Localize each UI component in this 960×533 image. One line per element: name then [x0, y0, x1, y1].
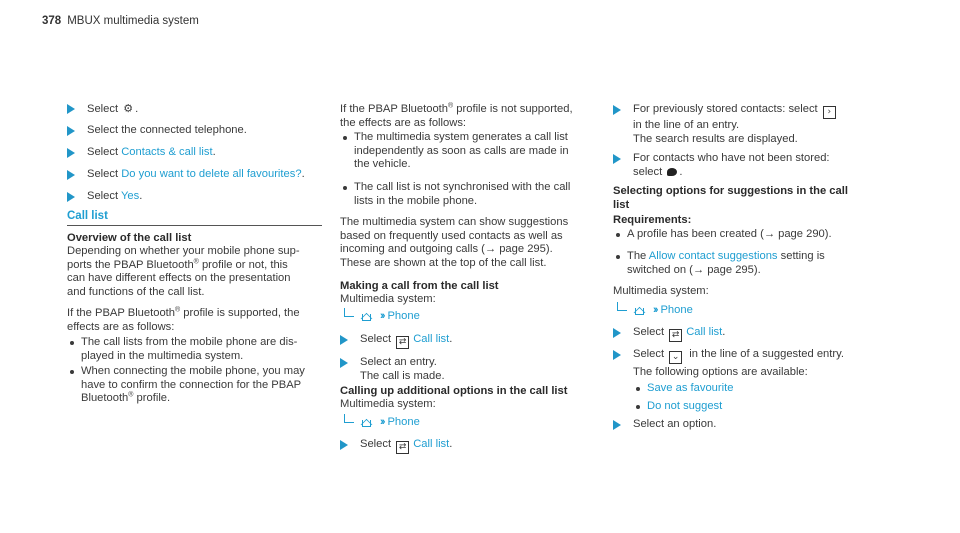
menu-item-phone[interactable]: Phone — [387, 416, 420, 428]
step-stored-contacts: For previously stored contacts: select › in the line of an entry. The search results are displayed. — [613, 103, 840, 146]
home-icon[interactable] — [360, 415, 372, 426]
additional-options-heading: Calling up additional options in the call list — [340, 385, 568, 397]
bullet-icon — [70, 370, 74, 374]
options-intro: The following options are available: — [633, 366, 808, 378]
menu-item-phone[interactable]: Phone — [387, 310, 420, 322]
supported-text: If the PBAP Bluetooth® profile is supported, the effects are as follows: — [67, 306, 300, 333]
page-title: MBUX multimedia system — [67, 15, 199, 27]
overview-text: Depending on whether your mobile phone sup- ports the PBAP Bluetooth® profile or not, this can have different effects on the presentation and functions of the call list. — [67, 245, 300, 298]
page-number: 378 — [42, 15, 62, 27]
step-select-entry: Select an entry. The call is made. — [340, 356, 445, 383]
step-arrow-icon — [67, 126, 75, 136]
menu-path — [344, 308, 420, 324]
list-item: The Allow contact suggestions setting is switched on (→ page 295). — [613, 250, 825, 277]
step-select-option: Select an option. — [613, 418, 716, 432]
step-arrow-icon — [340, 358, 348, 368]
step-arrow-icon — [67, 192, 75, 202]
menu-item-contacts-call-list[interactable]: Contacts & call list — [121, 146, 213, 158]
menu-item-delete-favourites[interactable]: Do you want to delete all favourites? — [121, 168, 302, 180]
option-do-not-suggest[interactable]: Do not suggest — [647, 400, 723, 412]
chevron-right-icon: ›› — [380, 310, 384, 322]
path-arrow-icon — [617, 302, 627, 311]
bullet-icon — [636, 405, 640, 409]
call-list-icon: ⇄ — [396, 336, 409, 349]
multimedia-label-2: Multimedia system: — [340, 398, 436, 410]
step-arrow-icon — [67, 170, 75, 180]
path-arrow-icon — [344, 308, 354, 317]
section-title-call-list: Call list — [67, 210, 108, 222]
list-item — [633, 400, 722, 414]
list-item: The call list is not synchronised with the call lists in the mobile phone. — [340, 181, 570, 208]
option-save-as-favourite[interactable]: Save as favourite — [647, 382, 734, 394]
menu-item-call-list[interactable]: Call list — [413, 438, 450, 450]
home-icon[interactable] — [633, 303, 645, 314]
multimedia-label-3: Multimedia system: — [613, 285, 709, 297]
home-icon[interactable] — [360, 309, 372, 320]
step-arrow-icon — [613, 328, 621, 338]
step-unstored-contacts: For contacts who have not been stored: select . — [613, 152, 830, 179]
call-list-icon: ⇄ — [396, 441, 409, 454]
setting-allow-contact-suggestions[interactable]: Allow contact suggestions — [648, 250, 778, 262]
bullet-icon — [343, 186, 347, 190]
step-select-telephone: Select the connected telephone. — [67, 124, 247, 138]
multimedia-label: Multimedia system: — [340, 293, 436, 305]
bullet-icon — [343, 136, 347, 140]
step-arrow-icon — [67, 104, 75, 114]
menu-item-call-list[interactable]: Call list — [686, 326, 723, 338]
list-item: A profile has been created (→ page 290). — [613, 228, 832, 242]
step-select-call-list-3: Select ⇄ Call list. — [613, 326, 725, 342]
step-arrow-icon — [613, 350, 621, 360]
menu-path-2 — [344, 414, 420, 430]
path-arrow-icon — [344, 414, 354, 423]
list-item: The call lists from the mobile phone are dis- played in the multimedia system. — [67, 336, 297, 363]
step-select-yes: Select Yes. — [67, 190, 142, 204]
bullet-icon — [636, 387, 640, 391]
list-item: The multimedia system generates a call list independently as soon as calls are made in the vehicle. — [340, 131, 569, 172]
step-arrow-icon — [340, 440, 348, 450]
menu-item-call-list[interactable]: Call list — [413, 333, 450, 345]
chevron-right-icon: ›› — [380, 416, 384, 428]
bullet-icon — [616, 255, 620, 259]
chevron-right-icon: ›› — [653, 304, 657, 316]
step-arrow-icon — [613, 154, 621, 164]
list-item — [633, 382, 733, 396]
menu-item-phone[interactable]: Phone — [660, 304, 693, 316]
making-call-heading: Making a call from the call list — [340, 280, 499, 292]
message-bubble-icon[interactable] — [667, 168, 677, 176]
chevron-right-box-icon[interactable]: › — [823, 106, 836, 119]
gear-icon: ⚙ — [123, 102, 134, 115]
overview-heading: Overview of the call list — [67, 232, 192, 244]
options-icon[interactable]: ⌄ — [669, 351, 682, 364]
step-arrow-icon — [613, 105, 621, 115]
selecting-options-heading: Selecting options for suggestions in the call list — [613, 185, 848, 211]
list-item: When connecting the mobile phone, you may have to confirm the connection for the PBAP Bluetooth® profile. — [67, 365, 305, 406]
step-select-delete-favourites: Select Do you want to delete all favourites?. — [67, 168, 305, 182]
suggestions-paragraph: The multimedia system can show suggestions based on frequently used contacts as well as incoming and outgoing calls (→ page 295). These are shown at the top of the call list. — [340, 216, 569, 269]
bullet-icon — [70, 341, 74, 345]
requirements-label: Requirements: — [613, 214, 692, 226]
step-select-call-list: Select ⇄ Call list. — [340, 333, 452, 349]
page-header — [42, 15, 199, 29]
step-select-contacts: Select Contacts & call list. — [67, 146, 216, 160]
step-select-options-icon: Select ⌄ in the line of a suggested entry. — [613, 348, 844, 364]
step-select-settings: Select ⚙ . — [67, 102, 138, 117]
section-divider — [67, 225, 322, 226]
step-arrow-icon — [340, 335, 348, 345]
bullet-icon — [616, 233, 620, 237]
not-supported-intro: If the PBAP Bluetooth® profile is not supported, the effects are as follows: — [340, 102, 573, 129]
step-arrow-icon — [613, 420, 621, 430]
menu-item-yes[interactable]: Yes — [121, 190, 140, 202]
step-arrow-icon — [67, 148, 75, 158]
call-list-icon: ⇄ — [669, 329, 682, 342]
step-select-call-list-2: Select ⇄ Call list. — [340, 438, 452, 454]
menu-path-3 — [617, 302, 693, 318]
